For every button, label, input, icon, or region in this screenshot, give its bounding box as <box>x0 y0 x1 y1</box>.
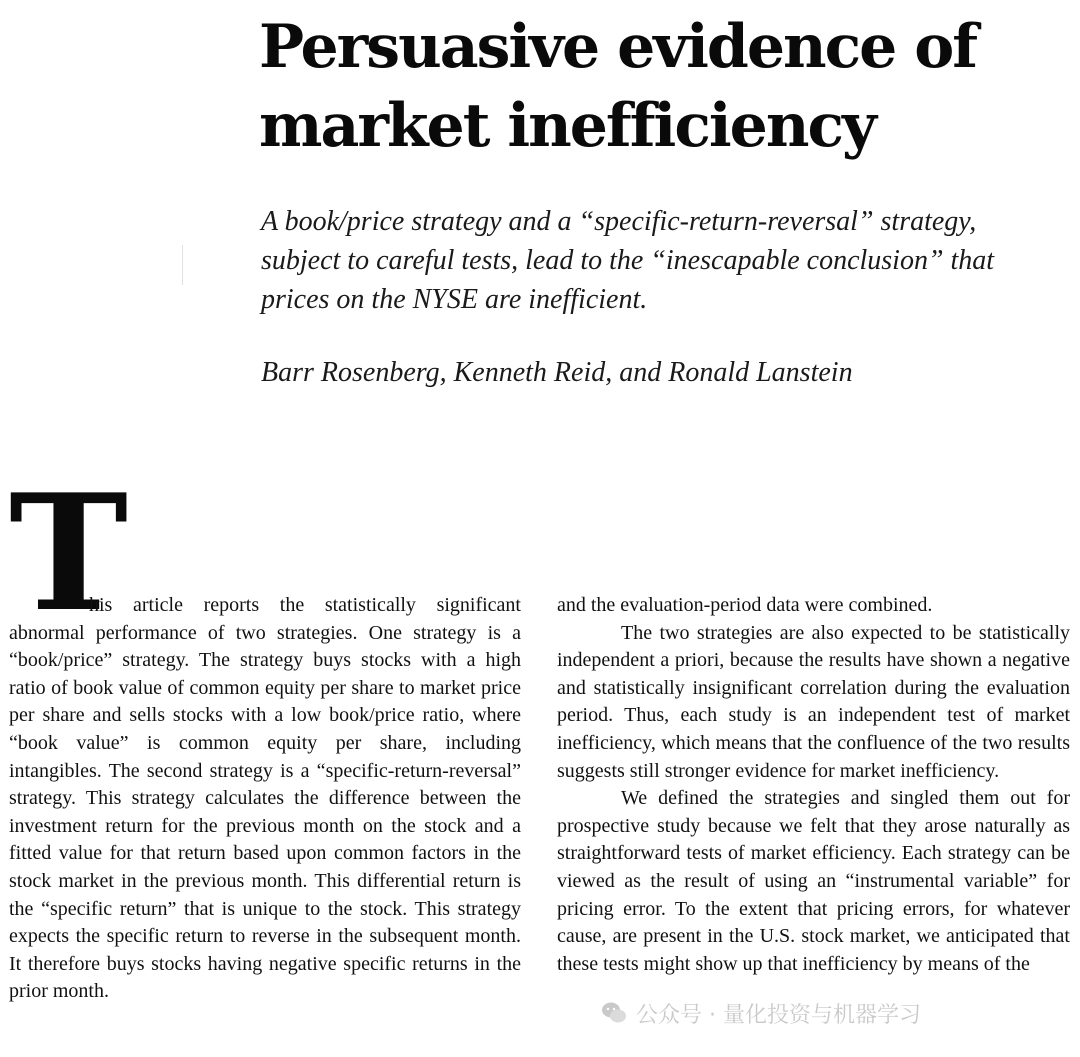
left-column-text: his article reports the statistically significant abnormal performance of two strategies. One strategy is a “book/price” strategy. The strategy buys stocks with a high ratio of book value of common equity per share to market price per share and sells stocks with a low book/price ratio, where “book value” is common equity per share, including intangibles. The second strategy is a “specific-return-reversal” strategy. This strategy calculates the difference between the investment return for the previous month on the stock and a fitted value for that return based upon common factors in the stock market in the previous month. This differential return is the “specific return” that is unique to the stock. This strategy expects the specific return to reverse in the subsequent month. It therefore buys stocks having negative specific returns in the prior month. <box>9 594 521 1003</box>
article-authors: Barr Rosenberg, Kenneth Reid, and Ronald Lanstein <box>261 357 853 388</box>
drop-cap: T <box>9 459 129 647</box>
watermark <box>600 996 1070 1030</box>
left-column <box>9 592 521 1006</box>
wechat-icon <box>600 999 628 1027</box>
watermark-text: 公众号 · 量化投资与机器学习 <box>636 1002 921 1028</box>
article-subtitle: A book/price strategy and a “specific-return-reversal” strategy, subject to careful tests, lead to the “inescapable conclusion” that prices on the NYSE are inefficient. <box>261 206 995 315</box>
right-column <box>557 592 1070 978</box>
right-column-paragraph-3: We defined the strategies and singled them out for prospective study because we felt that they arose naturally as straightforward tests of market efficiency. Each strategy can be viewed as the result of using an “instrumental variable” for pricing error. To the extent that pricing errors, for whatever cause, are present in the U.S. stock market, we anticipated that these tests might show up that inefficiency by means of the <box>557 787 1070 975</box>
divider-line <box>182 245 183 285</box>
article-title: Persuasive evidence of market inefficiency <box>259 12 977 161</box>
drop-cap-spacer <box>9 610 89 611</box>
right-column-paragraph-2: The two strategies are also expected to be statistically independent a priori, because the results have shown a negative and statistically insignificant correlation during the evaluation period. Thus, each study is an independent test of market inefficiency, which means that the confluence of the two results suggests still stronger evidence for market inefficiency. <box>557 621 1070 782</box>
right-column-paragraph-1: and the evaluation-period data were combined. <box>557 594 933 616</box>
